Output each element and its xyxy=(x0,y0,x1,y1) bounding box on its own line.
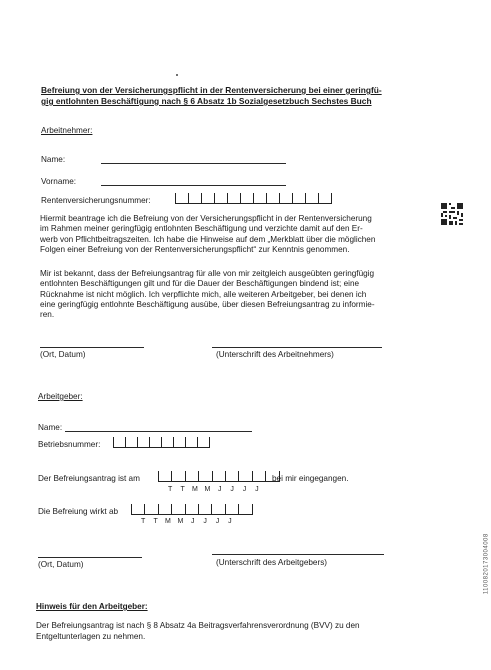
scan-speck xyxy=(176,74,178,76)
declaration-line: werb von Pflichtbeitragszeiten. Ich habe die Hinweise auf dem „Merkblatt über die möglichen xyxy=(40,234,376,244)
form-title-line1: Befreiung von der Versicherungspflicht in der Rentenversicherung bei einer geringfü- xyxy=(41,85,382,95)
wirkt-ab-label: Die Befreiung wirkt ab xyxy=(38,507,119,516)
employer-name-label: Name: xyxy=(38,423,63,432)
arbeitnehmer-heading: Arbeitnehmer: xyxy=(41,126,93,135)
rv-number-label: Rentenversicherungsnummer: xyxy=(41,196,151,205)
eingang-date-format xyxy=(164,486,263,495)
wirkt-ab-date-field[interactable] xyxy=(131,504,253,515)
eingang-date-field[interactable] xyxy=(158,471,280,482)
date-format-char: M xyxy=(165,518,171,525)
acknowledgement-paragraph xyxy=(40,269,420,320)
hinweis-line2: Entgeltunterlagen zu nehmen. xyxy=(36,632,146,641)
declaration-paragraph xyxy=(40,214,420,255)
vorname-label: Vorname: xyxy=(41,177,77,186)
acknowledgement-line: Mir ist bekannt, dass der Befreiungsantrag für alle von mir zeitgleich ausgeübten geringfügig xyxy=(40,269,375,278)
date-format-char: J xyxy=(218,486,222,493)
rv-number-field[interactable] xyxy=(175,193,332,204)
hinweis-line1: Der Befreiungsantrag ist nach § 8 Absatz 4a Beitragsverfahrensverordnung (BVV) zu den xyxy=(36,621,360,630)
eingang-label: Der Befreiungsantrag ist am xyxy=(38,474,140,483)
date-format-char: J xyxy=(203,518,207,525)
employer-signature-label: (Unterschrift des Arbeitgebers) xyxy=(216,558,328,567)
employee-place-date-field[interactable] xyxy=(40,347,144,348)
vorname-field[interactable] xyxy=(101,185,286,186)
hinweis-heading: Hinweis für den Arbeitgeber: xyxy=(36,602,148,611)
date-format-char: T xyxy=(141,518,146,525)
date-format-char: J xyxy=(255,486,259,493)
declaration-line: im Rahmen meiner geringfügig entlohnten Beschäftigung und verzichte damit auf den Er- xyxy=(40,224,363,234)
arbeitgeber-heading: Arbeitgeber: xyxy=(38,392,83,401)
date-format-char: T xyxy=(153,518,158,525)
acknowledgement-line: Rücknahme ist nicht möglich. Ich verpflichte mich, alle weiteren Arbeitgeber, bei denen ich xyxy=(40,289,367,299)
employee-signature-field[interactable] xyxy=(212,347,382,348)
name-label: Name: xyxy=(41,155,66,164)
date-format-char: T xyxy=(168,486,173,493)
date-format-char: J xyxy=(230,486,234,493)
employer-name-field[interactable] xyxy=(65,431,252,432)
acknowledgement-line: entlohnten Beschäftigungen gilt und für die Dauer der Beschäftigungen bindend ist; eine xyxy=(40,279,360,289)
employer-signature-field[interactable] xyxy=(212,554,384,555)
wirkt-ab-date-format xyxy=(137,518,236,527)
acknowledgement-line: eine geringfügig entlohnte Beschäftigung ausübe, über diesen Befreiungsantrag zu informie- xyxy=(40,299,375,309)
date-format-char: M xyxy=(192,486,198,493)
side-barcode-number: 1100820173004008 xyxy=(483,533,490,595)
eingang-suffix: bei mir eingegangen. xyxy=(272,474,349,483)
betriebsnummer-field[interactable] xyxy=(113,437,210,448)
date-format-char: M xyxy=(204,486,211,493)
employer-place-date-label: (Ort, Datum) xyxy=(38,560,84,569)
date-format-char: M xyxy=(177,518,184,525)
date-format-char: T xyxy=(180,486,185,493)
employee-signature-label: (Unterschrift des Arbeitnehmers) xyxy=(216,350,334,359)
employer-place-date-field[interactable] xyxy=(38,557,142,558)
qr-code-icon xyxy=(441,203,463,225)
acknowledgement-line: ren. xyxy=(40,310,55,319)
declaration-line: Folgen einer Befreiung von der Rentenversicherungspflicht“ zur Kenntnis genommen. xyxy=(40,244,350,254)
date-format-char: J xyxy=(215,518,220,525)
betriebsnummer-label: Betriebsnummer: xyxy=(38,440,101,449)
date-format-char: J xyxy=(191,518,195,525)
name-field[interactable] xyxy=(101,163,286,164)
date-format-char: J xyxy=(228,518,232,525)
declaration-line: Hiermit beantrage ich die Befreiung von der Versicherungspflicht in der Rentenversicherung xyxy=(40,214,372,223)
date-format-char: J xyxy=(242,486,247,493)
employee-place-date-label: (Ort, Datum) xyxy=(40,350,86,359)
form-title-line2: gig entlohnten Beschäftigung nach § 6 Absatz 1b Sozialgesetzbuch Sechstes Buch xyxy=(41,96,372,106)
